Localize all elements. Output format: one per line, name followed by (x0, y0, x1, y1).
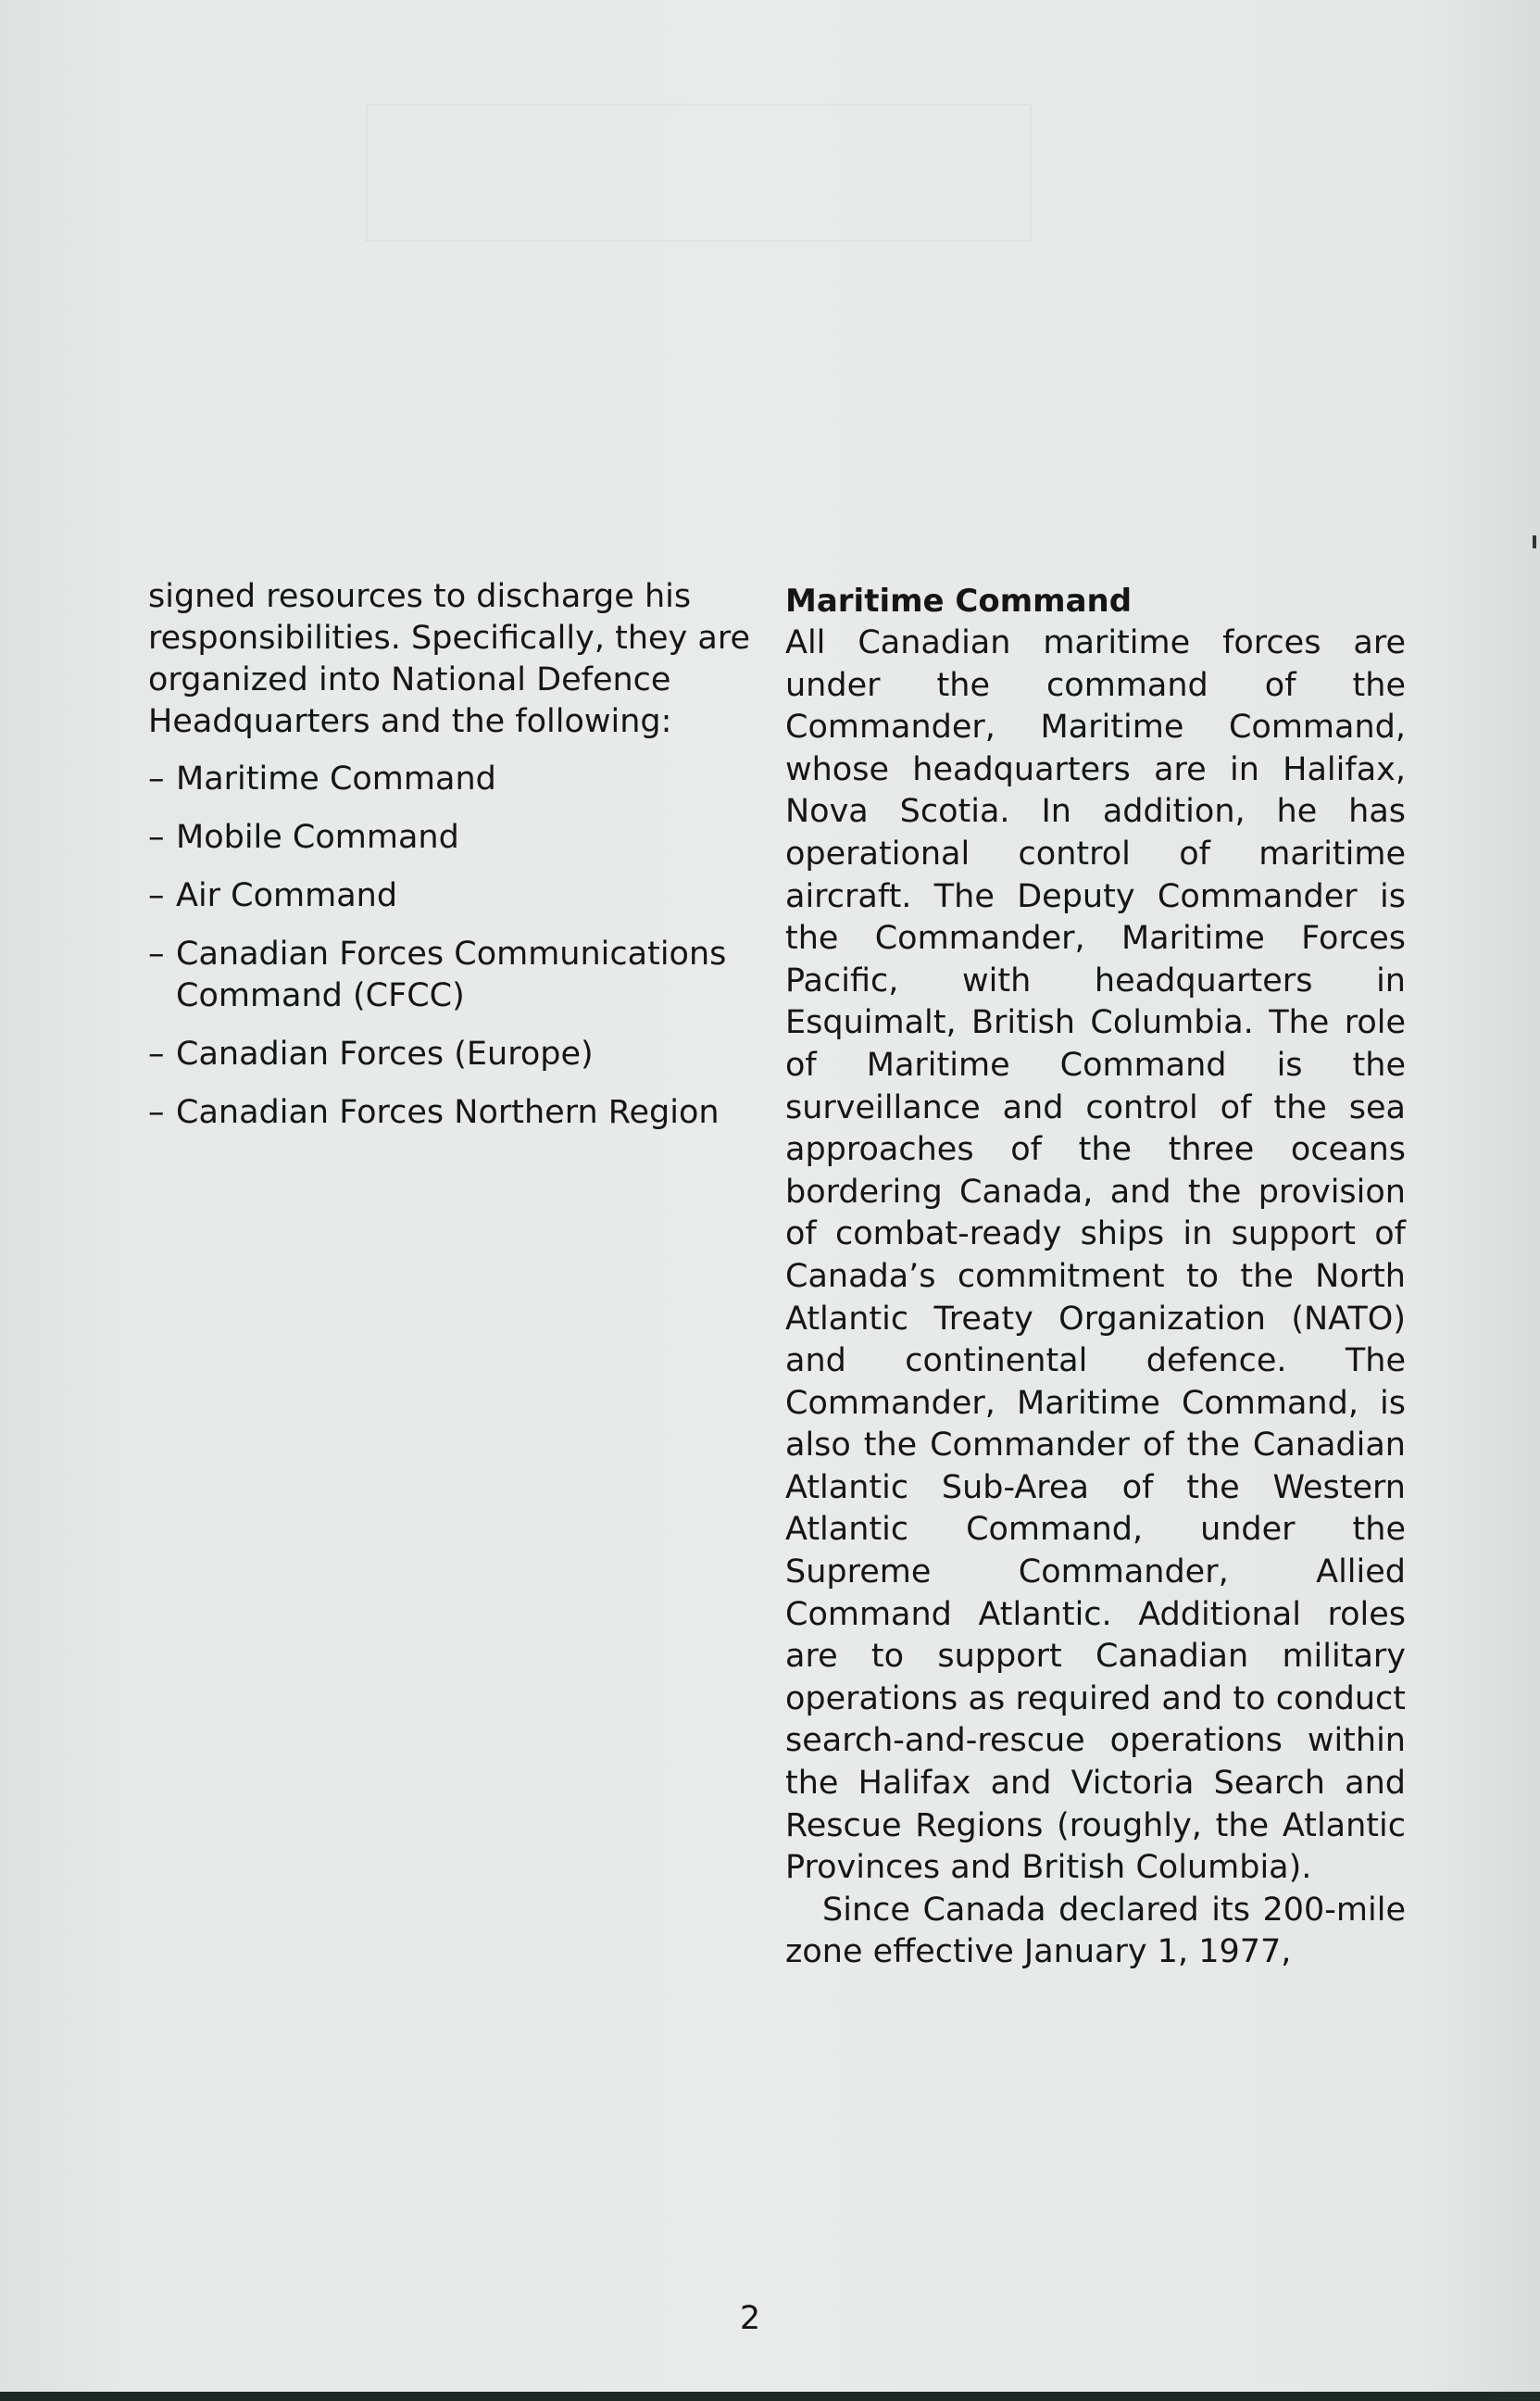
list-item (148, 759, 759, 800)
intro-paragraph: signed resources to discharge his responsibilities. Specifically, they are organized into National Defence Headquarters and the following: (148, 578, 750, 740)
bullet-dash: – (148, 819, 165, 856)
list-item (148, 817, 759, 859)
list-item (148, 1034, 759, 1075)
section-heading: Maritime Command (785, 583, 1133, 620)
list-item (148, 1092, 759, 1134)
right-column (785, 581, 1406, 1974)
left-column (148, 576, 759, 1150)
command-name: Maritime Command (176, 761, 496, 798)
show-through-box (366, 104, 1032, 242)
bullet-dash: – (148, 1036, 165, 1073)
command-name: Canadian Forces Northern Region (176, 1094, 720, 1131)
binding-mark (1533, 535, 1536, 548)
bullet-dash: – (148, 1094, 165, 1131)
command-name: Mobile Command (176, 819, 459, 856)
bullet-dash: – (148, 936, 165, 973)
command-list (148, 759, 759, 1134)
command-name: Air Command (176, 877, 398, 914)
bullet-dash: – (148, 761, 165, 798)
page-number: 2 (739, 2300, 761, 2337)
body-paragraph: All Canadian maritime forces are under the command of the Commander, Maritime Command, whose headquarters are in Halifax, Nova Scotia. In addition, he has operational control of maritime aircraft. The Deputy Commander is the Commander, Maritime Forces Pacific, with headquarters in Esquimalt, British Columbia. The role of Maritime Command is the surveillance and control of the sea approaches of the three oceans bordering Canada, and the provision of combat-ready ships in support of Canada’s commitment to the North Atlantic Treaty Organization (NATO) and continental defence. The Commander, Maritime Command, is also the Commander of the Canadian Atlantic Sub-Area of the Western Atlantic Command, under the Supreme Commander, Allied Command Atlantic. Additional roles are to support Canadian military operations as required and to conduct search-and-rescue operations within the Halifax and Victoria Search and Rescue Regions (roughly, the Atlantic Provinces and British Columbia). (785, 624, 1406, 1887)
command-name: Canadian Forces (Europe) (176, 1036, 594, 1073)
list-item (148, 934, 759, 1017)
body-paragraph: Since Canada declared its 200-mile zone effective January 1, 1977, (785, 1891, 1406, 1971)
list-item (148, 875, 759, 917)
page-bottom-edge (0, 2392, 1540, 2401)
bullet-dash: – (148, 877, 165, 914)
command-name: Canadian Forces Communications Command (CFCC) (176, 936, 727, 1014)
